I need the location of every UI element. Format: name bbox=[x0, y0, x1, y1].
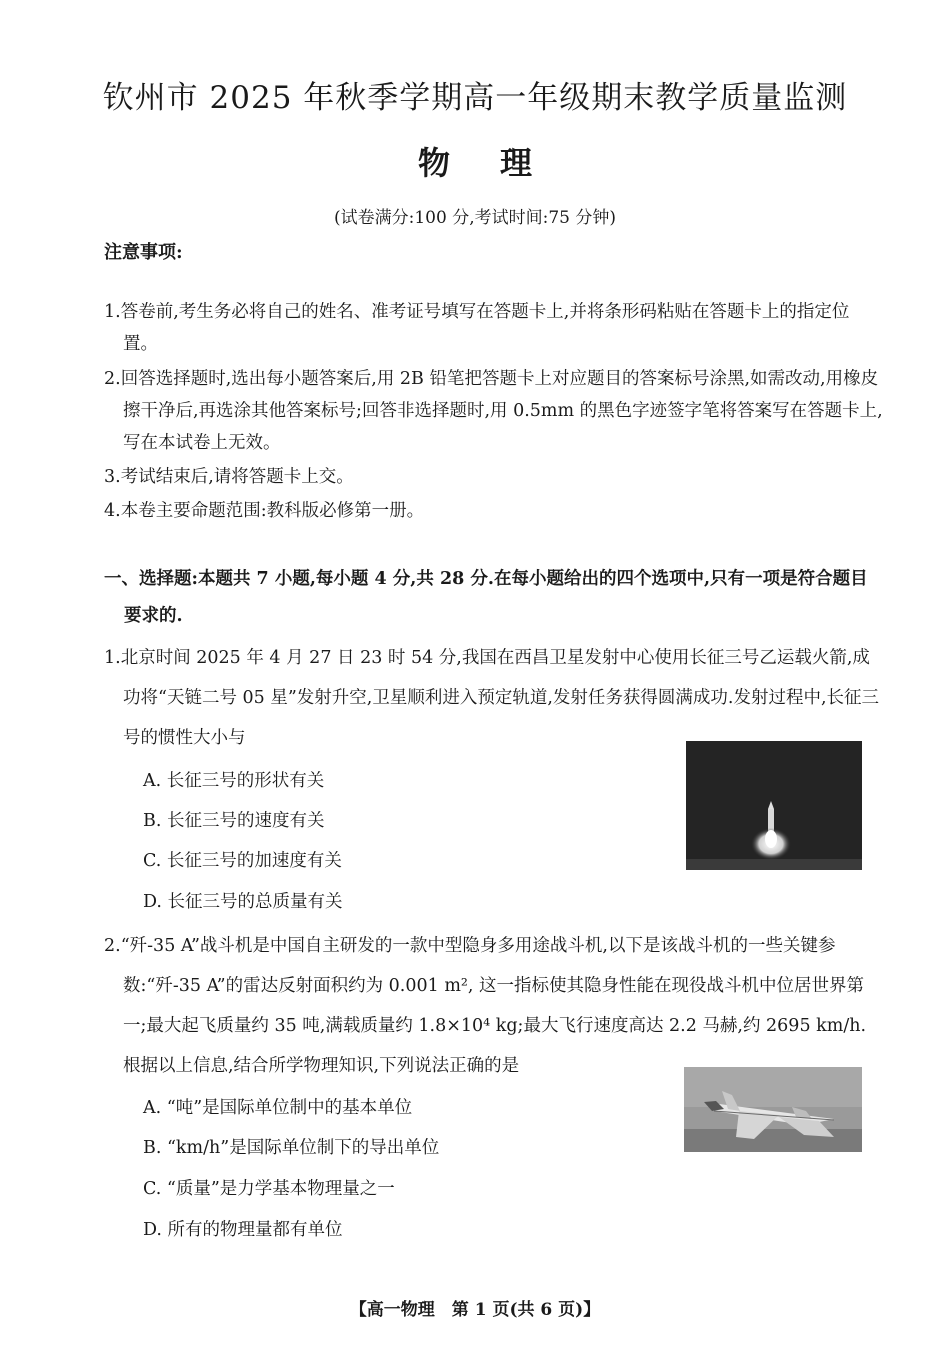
page-footer: 【高一物理 第 1 页(共 6 页)】 bbox=[349, 1300, 601, 1320]
note-item-2: 2.回答选择题时,选出每小题答案后,用 2B 铅笔把答题卡上对应题目的答案标号涂黑,如需改动,用橡皮擦干净后,再选涂其他答案标号;回答非选择题时,用 0.5mm 的黑色字迹签字笔将答案写在答题卡上,写在本试卷上无效。 bbox=[104, 369, 883, 453]
question-2-option-c: C. “质量”是力学基本物理量之一 bbox=[143, 1179, 395, 1199]
question-1-stem: 1.北京时间 2025 年 4 月 27 日 23 时 54 分,我国在西昌卫星发射中心使用长征三号乙运载火箭,成功将“天链二号 05 星”发射升空,卫星顺利进入预定轨道,发射任务获得圆满成功.发射过程中,长征三号的惯性大小与 bbox=[104, 648, 880, 748]
notes-heading: 注意事项: bbox=[104, 242, 183, 263]
question-2-option-b: B. “km/h”是国际单位制下的导出单位 bbox=[143, 1138, 440, 1158]
question-1-option-d: D. 长征三号的总质量有关 bbox=[143, 892, 343, 912]
rocket-shape bbox=[768, 809, 774, 831]
fighter-jet-photo bbox=[684, 1067, 862, 1152]
question-2-option-a: A. “吨”是国际单位制中的基本单位 bbox=[143, 1098, 413, 1118]
question-1-option-b: B. 长征三号的速度有关 bbox=[143, 811, 325, 831]
exam-info: (试卷满分:100 分,考试时间:75 分钟) bbox=[333, 208, 616, 228]
note-item-3: 3.考试结束后,请将答题卡上交。 bbox=[104, 467, 354, 487]
subject-title: 物理 bbox=[417, 144, 582, 182]
note-item-1: 1.答卷前,考生务必将自己的姓名、准考证号填写在答题卡上,并将条形码粘贴在答题卡上的指定位置。 bbox=[104, 302, 850, 354]
question-1-option-c: C. 长征三号的加速度有关 bbox=[143, 851, 342, 871]
rocket-launch-photo bbox=[686, 741, 862, 870]
section-heading: 一、选择题:本题共 7 小题,每小题 4 分,共 28 分.在每小题给出的四个选项中,只有一项是符合题目要求的. bbox=[104, 569, 868, 626]
question-1-option-a: A. 长征三号的形状有关 bbox=[143, 771, 325, 791]
exam-title: 钦州市 2025 年秋季学期高一年级期末教学质量监测 bbox=[102, 80, 848, 116]
question-2-option-d: D. 所有的物理量都有单位 bbox=[143, 1220, 343, 1240]
note-item-4: 4.本卷主要命题范围:教科版必修第一册。 bbox=[104, 501, 425, 521]
question-2-stem: 2.“歼-35 A”战斗机是中国自主研发的一款中型隐身多用途战斗机,以下是该战斗机的一些关键参数:“歼-35 A”的雷达反射面积约为 0.001 m², 这一指标使其隐身性能在现役战斗机中位居世界第一;最大起飞质量约 35 吨,满载质量约 1.8×10⁴ kg;最大飞行速度高达 2.2 马赫,约 2695 km/h.根据以上信息,结合所学物理知识,下列说法正确的是 bbox=[104, 936, 867, 1076]
